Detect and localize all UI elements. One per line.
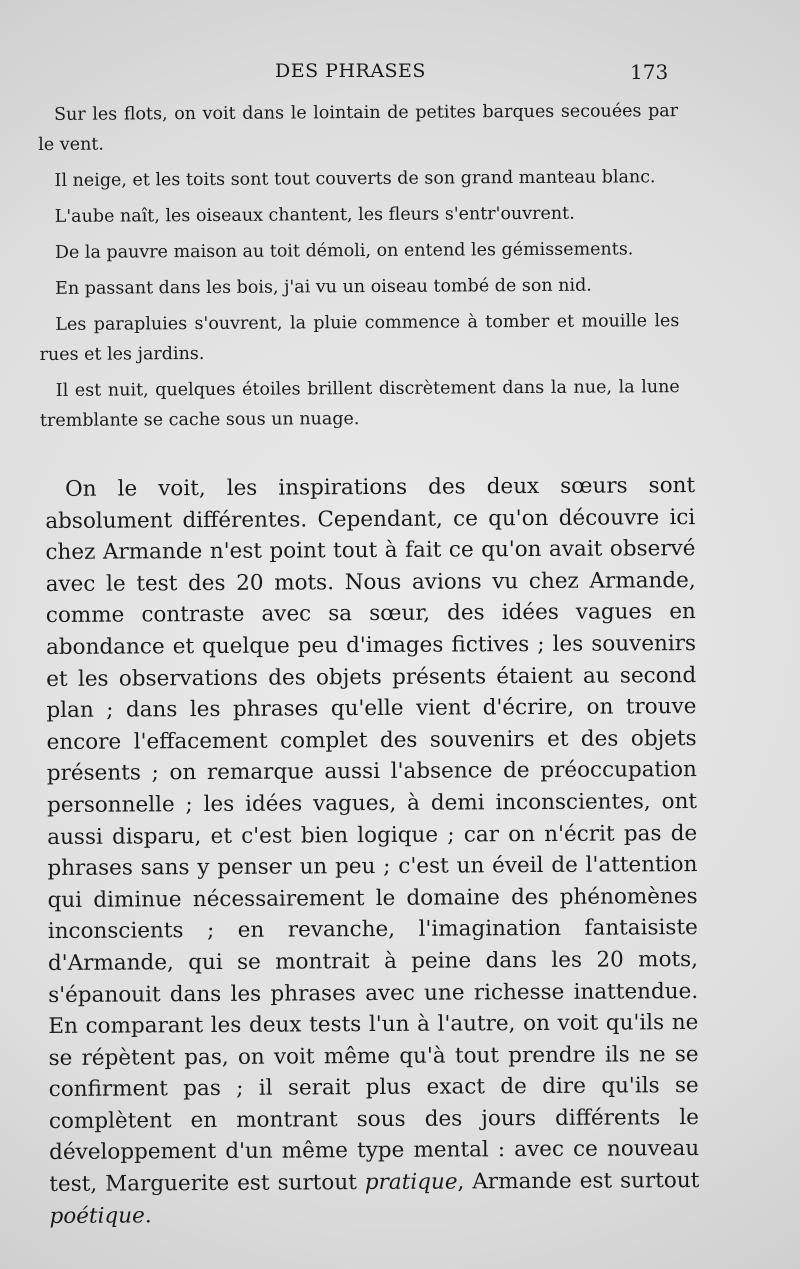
example-sentences	[38, 96, 680, 442]
italic-word-pratique: pratique	[364, 1169, 458, 1195]
page-number: 173	[630, 60, 669, 84]
running-title: DES PHRASES	[275, 60, 426, 82]
paragraph-end: .	[144, 1202, 152, 1228]
example-sentence: De la pauvre maison au toit démoli, on entend les gémissements.	[54, 239, 634, 263]
example-sentence: Les parapluies s'ouvrent, la pluie commence à tomber et mouille les rues et les jardins.	[39, 311, 680, 365]
example-sentence: L'aube naît, les oiseaux chantent, les fleurs s'entr'ouvrent.	[54, 203, 575, 227]
example-sentence: En passant dans les bois, j'ai vu un oiseau tombé de son nid.	[55, 275, 592, 299]
paragraph-text-middle: , Armande est surtout	[457, 1167, 700, 1195]
example-sentence: Sur les flots, on voit dans le lointain de petites barques secouées par le vent.	[38, 101, 679, 155]
example-sentence: Il est nuit, quelques étoiles brillent discrètement dans la nue, la lune tremblante se cache sous un nuage.	[39, 377, 680, 431]
paragraph-text: On le voit, les inspirations des deux sœurs sont absolument différentes. Cependant, ce qu'on découvre ici chez Armande n'est point tout à fait ce qu'on avait observé avec le test des 20 mots. Nous avions vu chez Armande, comme contraste avec sa sœur, des idées vagues en abondance et quelque peu d'images fictives ; les souvenirs et les observations des objets présents étaient au second plan ; dans les phrases qu'elle vient d'écrire, on trouve encore l'effacement complet des souvenirs et des objets présents ; on remarque aussi l'absence de préoccupation personnelle ; les idées vagues, à demi inconscientes, ont aussi disparu, et c'est bien logique ; car on n'écrit pas de phrases sans y penser un peu ; c'est un éveil de l'attention qui diminue nécessairement le domaine des phénomènes inconscients ; en revanche, l'imagination fantaisiste d'Armande, qui se montrait à peine dans les 20 mots, s'épanouit dans les phrases avec une richesse inattendue. En comparant les deux tests l'un à l'autre, on voit qu'ils ne se répètent pas, on voit même qu'à tout prendre ils ne se confirment pas ; il serait plus exact de dire qu'ils se complètent en montrant sous des jours différents le développement d'un même type mental : avec ce nouveau test, Marguerite est surtout	[45, 472, 700, 1197]
body-paragraph	[45, 470, 700, 1232]
example-sentence: Il neige, et les toits sont tout couverts de son grand manteau blanc.	[54, 167, 656, 191]
italic-word-poetique: poétique	[49, 1202, 145, 1229]
page-header	[0, 58, 800, 88]
